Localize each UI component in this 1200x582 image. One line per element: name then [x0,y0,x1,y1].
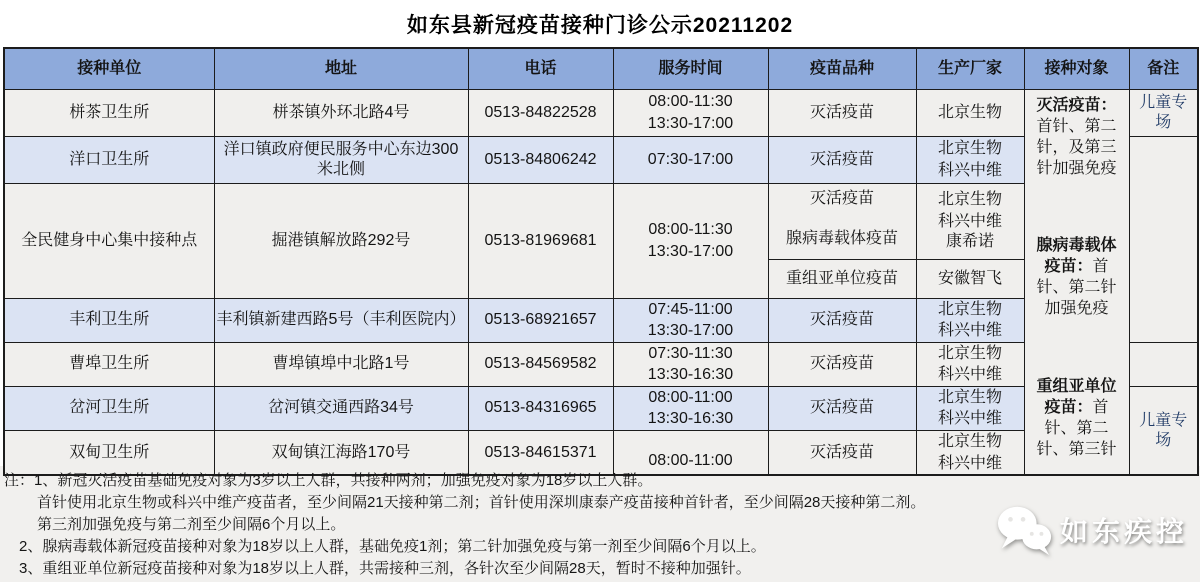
table-row [4,431,1198,476]
manufacturer-stack [919,184,1022,258]
target-merged-cell [1024,89,1129,475]
target-paragraph-inactivated [1032,95,1122,179]
table-row [4,136,1198,183]
header-target: 接种对象 [1024,48,1129,89]
manufacturer-line: 北京生物 [937,300,1002,318]
unit-cell: 双甸卫生所 [4,431,214,476]
footnote-line: 3、重组亚单位新冠疫苗接种对象为18岁以上人群，共需接种三剂，各针次至少间隔28天，暂时不接种加强针。 [19,560,751,577]
header-vaccine-type: 疫苗品种 [768,48,916,89]
time-cell [613,342,768,386]
header-unit: 接种单位 [4,48,214,89]
table-row [4,183,1198,259]
vaccine-cell: 灭活疫苗 [768,89,916,136]
vaccine-cell: 重组亚单位疫苗 [768,259,916,298]
address-cell: 栟茶镇外环北路4号 [214,89,468,136]
time-line: 13:30-17:00 [647,322,734,340]
unit-cell: 曹埠卫生所 [4,342,214,386]
time-line: 08:00-11:30 [648,220,733,238]
manufacturer-entry [919,189,1022,232]
address-cell: 双甸镇江海路170号 [214,431,468,476]
remark-cell: 儿童专场 [1129,386,1198,475]
remark-cell: 儿童专场 [1129,89,1198,136]
time-line: 13:30-17:00 [647,114,734,132]
manufacturer-cell [916,298,1024,342]
manufacturer-line: 科兴中维 [937,410,1002,428]
manufacturer-line: 北京生物 [937,388,1002,406]
footnote-line: 2、腺病毒载体新冠疫苗接种对象为18岁以上人群，基础免疫1剂；第二针加强免疫与第一剂至少间隔6个月以上。 [19,538,766,555]
vaccine-cell: 灭活疫苗 [768,298,916,342]
manufacturer-line: 科兴中维 [937,322,1002,340]
phone-cell: 0513-84806242 [468,136,613,183]
manufacturer-line: 北京生物 [937,139,1002,157]
time-line: 07:30-11:30 [648,344,733,362]
remark-cell-empty [1129,136,1198,342]
target-paragraph-subunit [1032,376,1122,460]
wechat-icon [996,503,1054,557]
header-remark: 备注 [1129,48,1198,89]
manufacturer-cell [916,342,1024,386]
manufacturer-cell [916,136,1024,183]
unit-cell: 丰利卫生所 [4,298,214,342]
watermark-label: 如东疾控 [1060,516,1189,547]
table-row [4,342,1198,386]
footnote-line: 注：1、新冠灭活疫苗基础免疫对象为3岁以上人群，共接种两剂；加强免疫对象为18岁以上人群。 [4,472,653,489]
manufacturer-line: 科兴中维 [937,454,1002,472]
target-label: 灭活疫苗： [1036,96,1117,114]
phone-cell: 0513-84316965 [468,386,613,430]
target-detail: 首针、第二针、第三针 [1036,398,1117,459]
time-cell: 07:30-17:00 [613,136,768,183]
footnote-line: 首针使用北京生物或科兴中维产疫苗者，至少间隔21天接种第二剂；首针使用深圳康泰产疫苗接种首针者，至少间隔28天接种第二剂。 [37,494,926,511]
target-label: 重组亚单位疫苗： [1036,377,1117,416]
target-text [1027,90,1127,475]
vaccine-entry: 腺病毒载体疫苗 [785,230,898,247]
unit-cell: 全民健身中心集中接种点 [4,183,214,298]
address-cell: 丰利镇新建西路5号（丰利医院内） [214,298,468,342]
time-line: 08:00-11:30 [648,92,733,110]
header-manufacturer: 生产厂家 [916,48,1024,89]
page-title: 如东县新冠疫苗接种门诊公示20211202 [406,14,794,37]
header-service-time: 服务时间 [613,48,768,89]
time-line: 08:00-11:00 [648,388,733,406]
phone-cell: 0513-84569582 [468,342,613,386]
time-cell [613,183,768,298]
phone-cell: 0513-68921657 [468,298,613,342]
wechat-watermark [996,498,1196,562]
phone-cell: 0513-84822528 [468,89,613,136]
address-cell: 曹埠镇埠中北路1号 [214,342,468,386]
manufacturer-cell [916,183,1024,259]
address-cell: 掘港镇解放路292号 [214,183,468,298]
manufacturer-cell: 北京生物 [916,89,1024,136]
vaccine-cell: 灭活疫苗 [768,386,916,430]
manufacturer-cell: 安徽智飞 [916,259,1024,298]
vaccine-cell: 灭活疫苗 [768,342,916,386]
phone-cell: 0513-84615371 [468,431,613,476]
target-label: 腺病毒载体疫苗： [1036,237,1117,276]
time-line: 13:30-17:00 [647,242,734,260]
time-line: 07:45-11:00 [648,300,733,318]
unit-cell: 岔河卫生所 [4,386,214,430]
vaccine-cell: 灭活疫苗 [768,431,916,476]
manufacturer-entry: 康希诺 [945,233,994,251]
header-address: 地址 [214,48,468,89]
address-cell: 洋口镇政府便民服务中心东边300米北侧 [214,136,468,183]
remark-cell-empty [1129,342,1198,386]
time-line: 13:30-16:30 [647,410,734,428]
footnote-line: 第三剂加强免疫与第二剂至少间隔6个月以上。 [37,516,346,533]
time-cell [613,386,768,430]
manufacturer-cell [916,431,1024,476]
manufacturer-cell [916,386,1024,430]
target-detail: 首针、第二针，及第三针加强免疫 [1036,117,1117,177]
unit-cell: 洋口卫生所 [4,136,214,183]
manufacturer-line: 科兴中维 [937,212,1002,230]
manufacturer-line: 北京生物 [937,191,1002,208]
time-cell: 08:00-11:00 [613,431,768,476]
header-phone: 电话 [468,48,613,89]
vaccine-clinic-table [3,47,1199,476]
address-cell: 岔河镇交通西路34号 [214,386,468,430]
manufacturer-line: 科兴中维 [937,161,1002,179]
manufacturer-line: 北京生物 [937,344,1002,362]
time-cell [613,298,768,342]
table-row [4,89,1198,136]
vaccine-cell [768,183,916,259]
vaccine-entry: 灭活疫苗 [809,190,874,207]
table-row [4,386,1198,430]
manufacturer-line: 科兴中维 [937,366,1002,384]
target-detail: 首针、第二针加强免疫 [1036,258,1117,318]
target-paragraph-adenovirus [1032,235,1122,319]
table-row [4,298,1198,342]
vaccine-cell: 灭活疫苗 [768,136,916,183]
vaccine-stack [771,184,914,258]
table-header-row [4,48,1198,89]
phone-cell: 0513-81969681 [468,183,613,298]
time-cell [613,89,768,136]
manufacturer-line: 北京生物 [937,433,1002,451]
unit-cell: 栟茶卫生所 [4,89,214,136]
time-line: 13:30-16:30 [647,366,734,384]
